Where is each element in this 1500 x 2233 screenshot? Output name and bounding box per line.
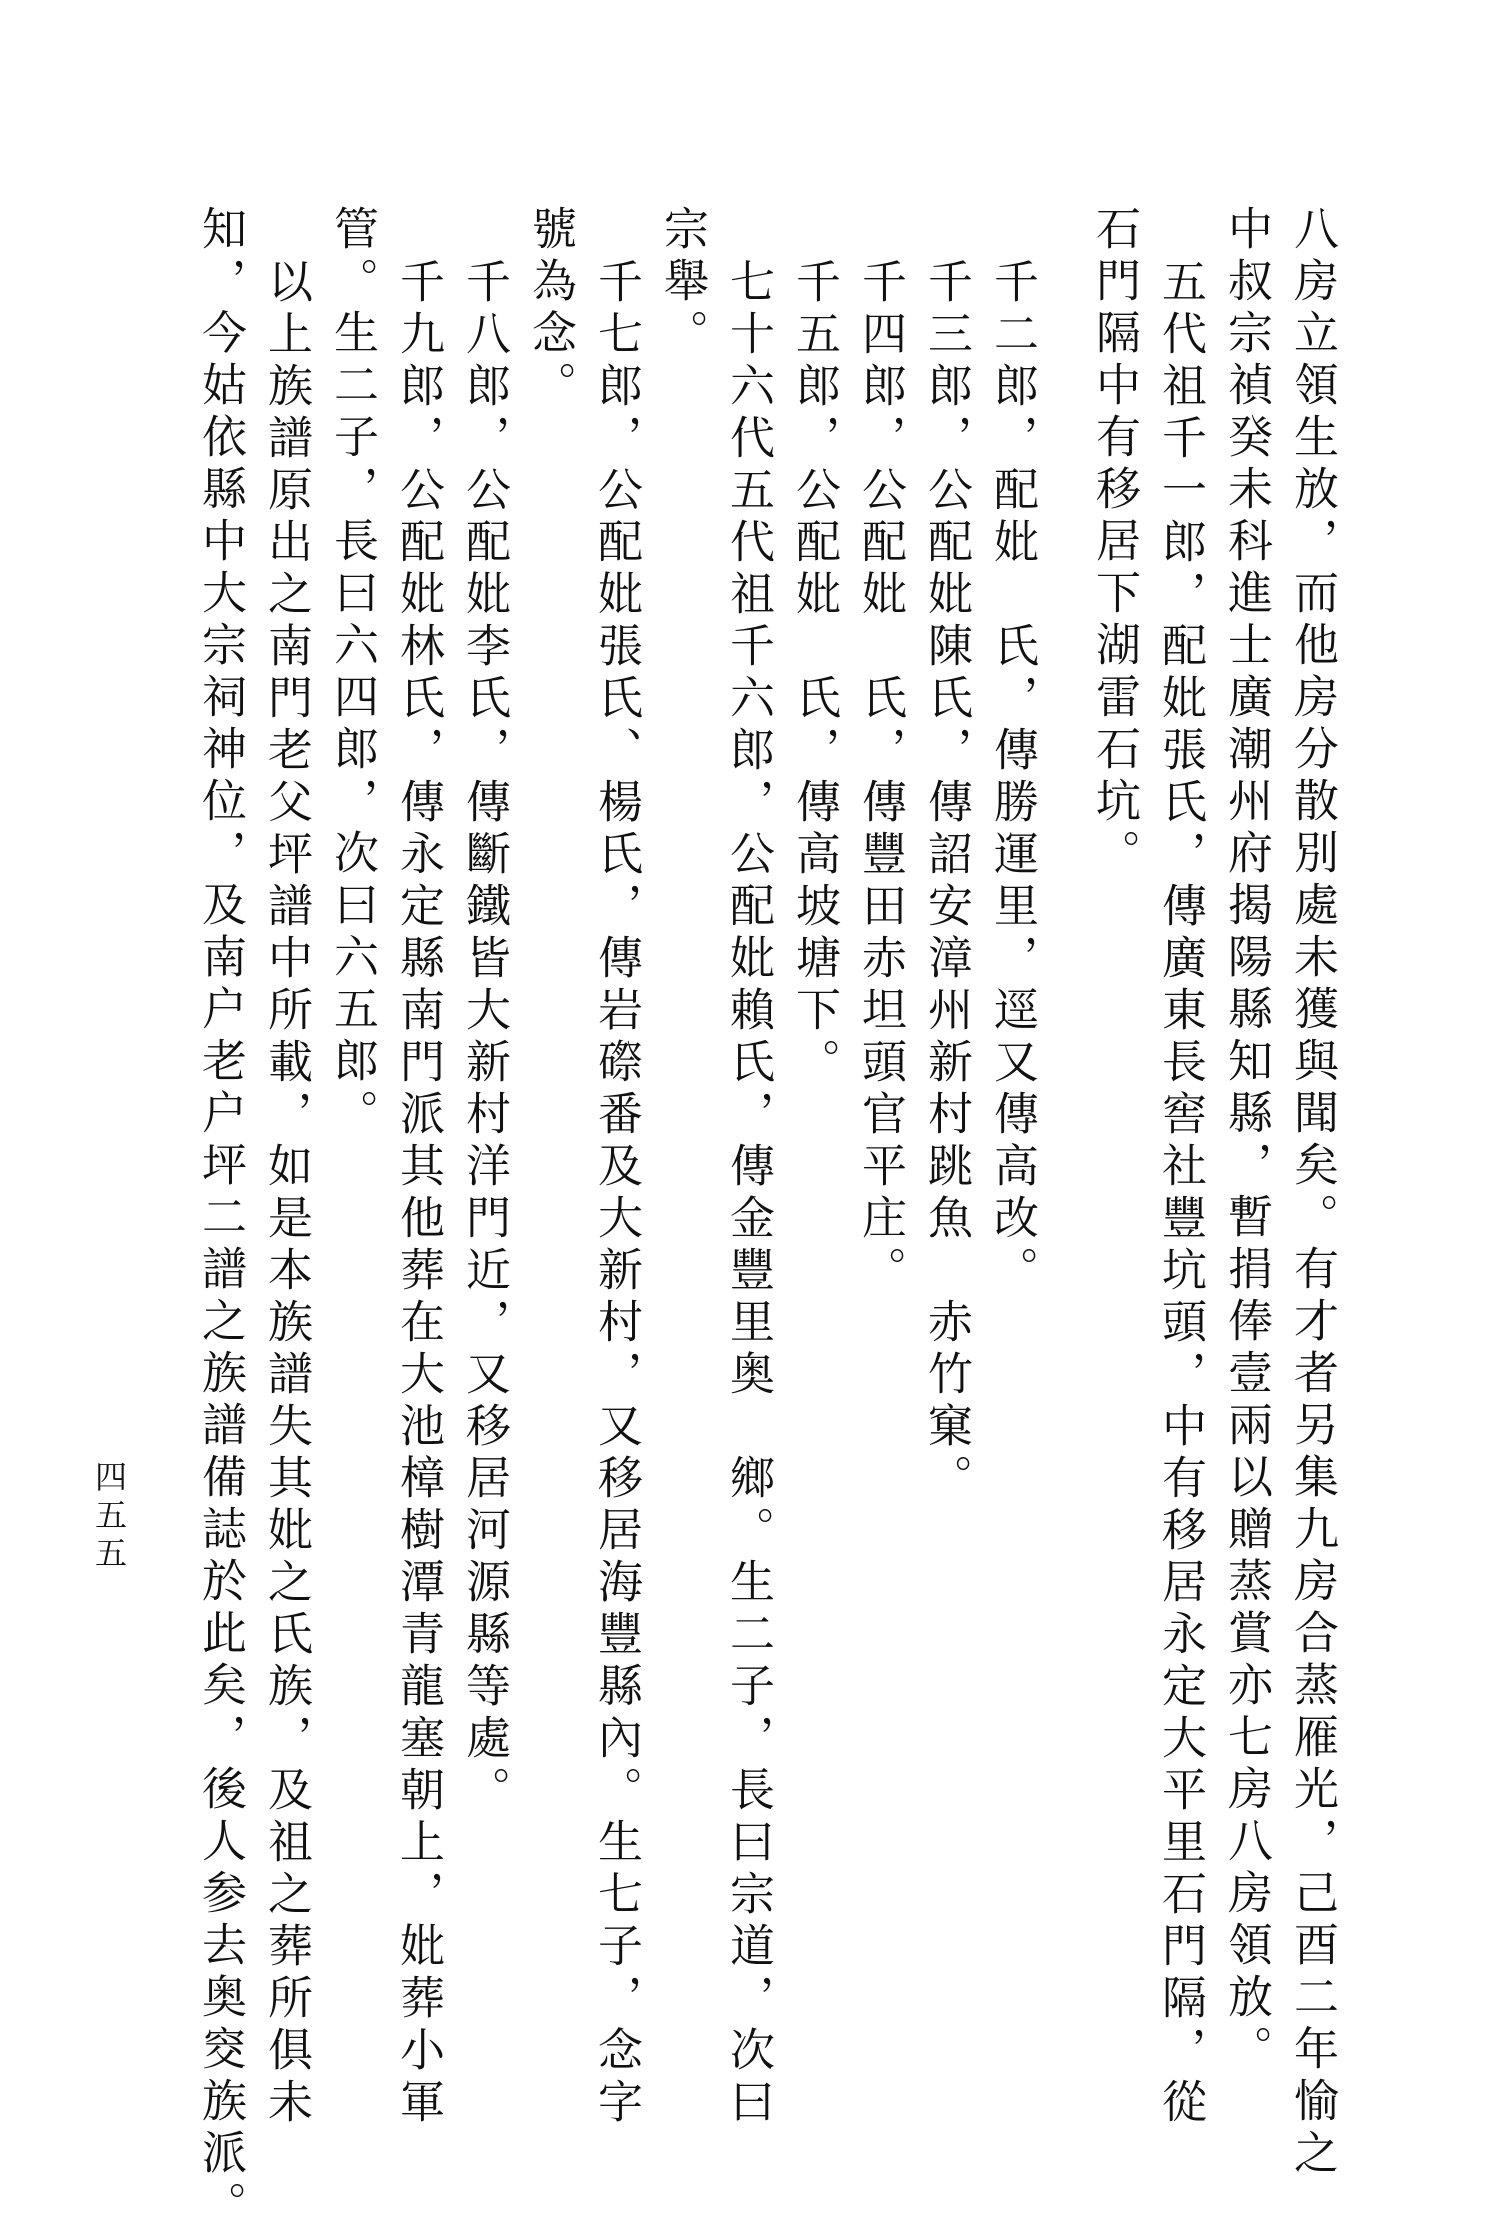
text-column-12: 號為念。: [524, 205, 577, 413]
text-column-8: 千五郎，公配妣 氏，傳高坡塘下。: [788, 258, 841, 1090]
text-column-10: 宗舉。: [656, 205, 709, 361]
text-column-7: 千四郎，公配妣 氏，傳豐田赤坦頭官平庄。: [854, 258, 907, 1298]
text-column-15: 管。生二子，長曰六四郎，次曰六五郎。: [326, 205, 379, 1141]
text-column-3: 五代祖千一郎，配妣張氏，傳廣東長窖社豐坑頭，中有移居永定大平里石門隔，從: [1154, 258, 1207, 2130]
text-column-9: 七十六代五代祖千六郎，公配妣賴氏，傳金豐里奥 鄉。生二子，長曰宗道，次曰: [722, 258, 775, 2130]
text-column-17: 知，今姑依縣中大宗祠神位，及南户老户坪二譜之族譜備誌於此矣，後人参去奥窔族派。: [194, 205, 247, 2233]
text-column-6: 千三郎，公配妣陳氏，傳詔安漳州新村跳魚 赤竹窠。: [920, 258, 973, 1506]
text-column-13: 千八郎，公配妣李氏，傳斷鐵皆大新村洋門近，又移居河源縣等處。: [458, 258, 511, 1818]
text-column-5: 千二郎，配妣 氏，傳勝運里，逕又傳高改。: [986, 258, 1039, 1298]
text-column-11: 千七郎，公配妣張氏、楊氏，傳岩磜番及大新村，又移居海豐縣內。生七子，念字: [590, 258, 643, 2130]
text-column-16: 以上族譜原出之南門老父坪譜中所載，如是本族譜失其妣之氏族，及祖之葬所俱未: [260, 258, 313, 2130]
text-column-2: 中叔宗禎癸未科進士廣潮州府揭陽縣知縣，暫捐俸壹兩以贈蒸賞亦七房八房領放。: [1220, 205, 1273, 2077]
text-column-14: 千九郎，公配妣林氏，傳永定縣南門派其他葬在大池樟樹潭青龍塞朝上，妣葬小軍: [392, 258, 445, 2130]
text-column-1: 八房立領生放，而他房分散別處未獲與聞矣。有才者另集九房合蒸雁光，己酉二年愉之: [1286, 205, 1339, 2181]
text-column-4: 石門隔中有移居下湖雷石坑。: [1088, 205, 1141, 881]
page-number: 四五五: [90, 1460, 128, 1574]
main-text-block: [187, 205, 1345, 2233]
